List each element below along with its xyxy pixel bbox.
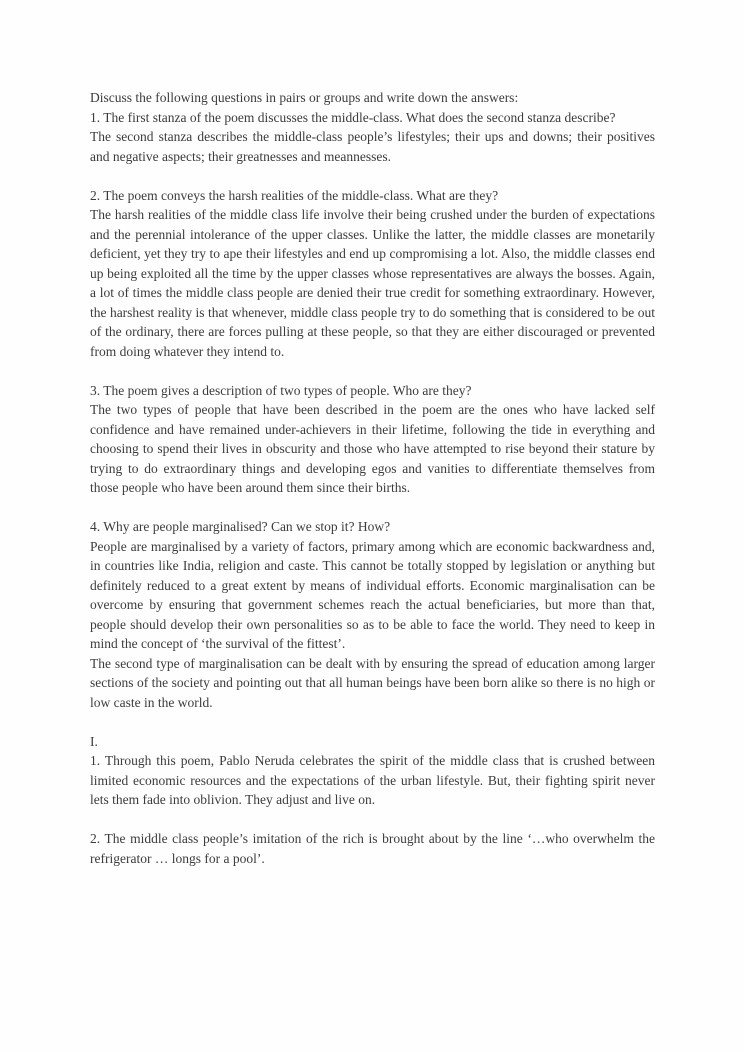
qa-block-1	[90, 108, 655, 167]
qa-block-2	[90, 186, 655, 362]
question-2: 2. The poem conveys the harsh realities of the middle-class. What are they?	[90, 187, 499, 203]
qa-block-3	[90, 381, 655, 498]
question-3: 3. The poem gives a description of two types of people. Who are they?	[90, 382, 472, 398]
section-two-block-2	[90, 829, 655, 868]
answer-2: The harsh realities of the middle class life involve their being crushed under the burden of expectations and the perennial intolerance of the upper classes. Unlike the latter, the middle classes are monetarily deficient, yet they try to ape their lifestyles and end up compromising a lot. Also, the middle classes end up being exploited all the time by the upper classes whose representatives are always the bosses. Again, a lot of times the middle class people are denied their true credit for something extraordinary. However, the harshest reality is that whenever, middle class people try to do something that is considered to be out of the ordinary, there are forces pulling at these people, so that they are either discouraged or prevented from doing whatever they intend to.	[90, 207, 655, 359]
answer-4-part-2: The second type of marginalisation can be dealt with by ensuring the spread of education among larger sections of the society and pointing out that all human beings have been born alike so there is no high or low caste in the world.	[90, 655, 655, 710]
section-two-block-1	[90, 732, 655, 810]
answer-1: The second stanza describes the middle-class people’s lifestyles; their ups and downs; their positives and negative aspects; their greatnesses and meannesses.	[90, 129, 655, 164]
question-1: 1. The first stanza of the poem discusses the middle-class. What does the second stanza describe?	[90, 109, 616, 125]
section-item-1: 1. Through this poem, Pablo Neruda celebrates the spirit of the middle class that is crushed between limited economic resources and the expectations of the urban lifestyle. But, their fighting spirit never lets them fade into oblivion. They adjust and live on.	[90, 753, 655, 807]
qa-block-4	[90, 517, 655, 712]
intro-line: Discuss the following questions in pairs or groups and write down the answers:	[90, 90, 519, 105]
answer-4-part-1: People are marginalised by a variety of factors, primary among which are economic backwardness and, in countries like India, religion and caste. This cannot be totally stopped by legislation or anything but definitely reduced to a great extent by means of individual efforts. Economic marginalisation can be overcome by ensuring that government schemes reach the actual beneficiaries, but more than that, people should develop their own personalities so as to be able to face the world. They need to keep in mind the concept of ‘the survival of the fittest’.	[90, 538, 655, 651]
answer-3: The two types of people that have been described in the poem are the ones who have lacked self confidence and have remained under-achievers in their lifetime, following the tide in everything and choosing to spend their lives in obscurity and those who have attempted to rise beyond their stature by trying to do extraordinary things and developing egos and vanities to differentiate themselves from those people who have been around them since their births.	[90, 402, 655, 495]
section-heading: I.	[90, 733, 98, 749]
section-item-2: 2. The middle class people’s imitation of the rich is brought about by the line ‘…who overwhelm the refrigerator … longs for a pool’.	[90, 831, 655, 866]
question-4: 4. Why are people marginalised? Can we stop it? How?	[90, 519, 391, 534]
